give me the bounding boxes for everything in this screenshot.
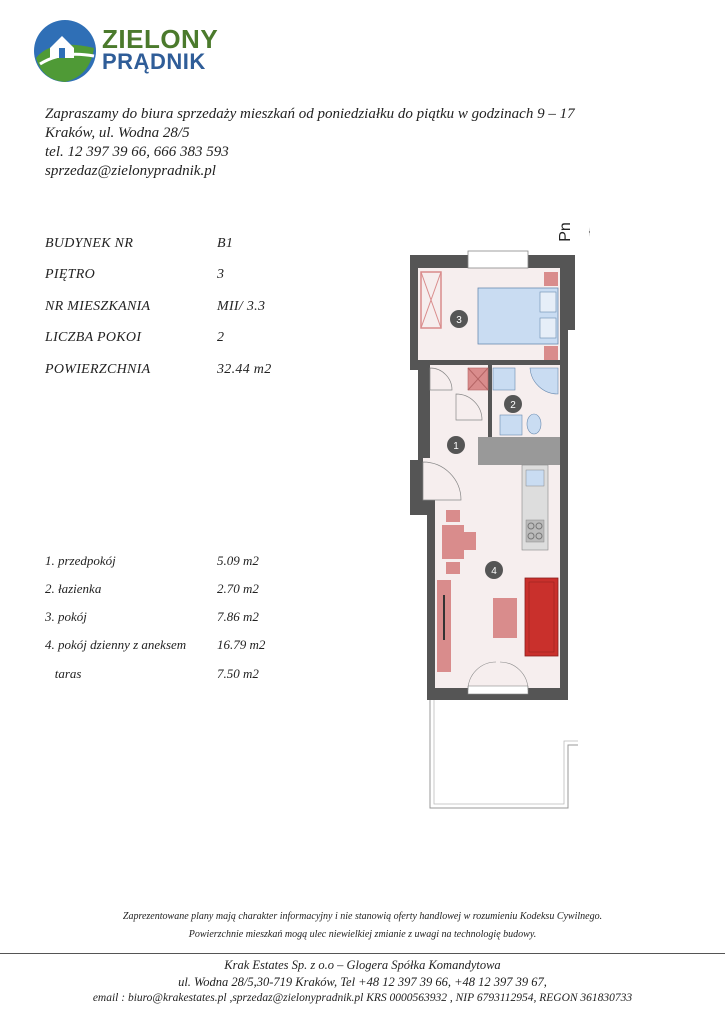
spec-value: MII/ 3.3 — [217, 299, 266, 314]
spec-value: 2 — [217, 330, 225, 345]
room-label: 2. łazienka — [45, 581, 102, 596]
footer-divider — [0, 953, 725, 954]
footer-registry: email : biuro@krakestates.pl ,sprzedaz@zielonypradnik.pl KRS 0000563932 , NIP 6793112954, REGON 361830733 — [92, 992, 633, 1004]
spec-label: POWIERZCHNIA — [45, 362, 151, 377]
spec-label: BUDYNEK NR — [45, 236, 134, 251]
disclaimer-line-2: Powierzchnie mieszkań mogą ulec niewielkiej zmianie z uwagi na technologię budowy. — [188, 929, 537, 940]
spec-value: 32.44 m2 — [217, 362, 272, 377]
office-email[interactable]: sprzedaz@zielonypradnik.pl — [45, 163, 216, 179]
logo-emblem-icon — [32, 18, 98, 84]
office-address: Kraków, ul. Wodna 28/5 — [45, 125, 190, 141]
room-label: 3. pokój — [45, 609, 87, 624]
logo-title-line2: PRĄDNIK — [102, 49, 206, 74]
spec-label: PIĘTRO — [45, 267, 96, 282]
room-number-2: 2 — [510, 400, 516, 411]
room-number-1: 1 — [453, 441, 459, 452]
room-label: 1. przedpokój — [45, 553, 116, 568]
zielony-pradnik-logo — [32, 18, 222, 88]
footer-address: ul. Wodna 28/5,30-719 Kraków, Tel +48 12 397 39 66, +48 12 397 39 67, — [178, 975, 547, 989]
office-hours-text: Zapraszamy do biura sprzedaży mieszkań od poniedziałku do piątku w godzinach 9 – 17 — [45, 106, 575, 122]
disclaimer-line-1: Zaprezentowane plany mają charakter informacyjny i nie stanowią oferty handlowej w rozumieniu Kodeksu Cywilnego. — [122, 911, 603, 922]
spec-value: B1 — [217, 236, 234, 251]
room-label: taras — [45, 666, 82, 681]
room-area: 7.86 m2 — [217, 609, 259, 624]
room-area: 16.79 m2 — [217, 637, 266, 652]
room-area: 5.09 m2 — [217, 553, 259, 568]
spec-value: 3 — [217, 267, 225, 282]
sales-office-info — [45, 105, 575, 181]
spec-label: LICZBA POKOI — [45, 330, 142, 345]
floor-plan — [400, 195, 590, 815]
footer-company: Krak Estates Sp. z o.o – Glogera Spółka Komandytowa — [224, 958, 501, 972]
north-label: Pn — [557, 222, 574, 242]
room-area: 7.50 m2 — [217, 666, 259, 681]
logo-title-line1: ZIELONY — [102, 24, 219, 54]
room-label: 4. pokój dzienny z aneksem — [45, 637, 187, 652]
spec-label: NR MIESZKANIA — [45, 299, 151, 314]
room-number-4: 4 — [491, 566, 497, 577]
north-arrow-icon — [557, 205, 590, 259]
terrace — [430, 700, 578, 808]
room-number-3: 3 — [456, 315, 462, 326]
room-area: 2.70 m2 — [217, 581, 259, 596]
office-phone[interactable]: tel. 12 397 39 66, 666 383 593 — [45, 144, 229, 160]
